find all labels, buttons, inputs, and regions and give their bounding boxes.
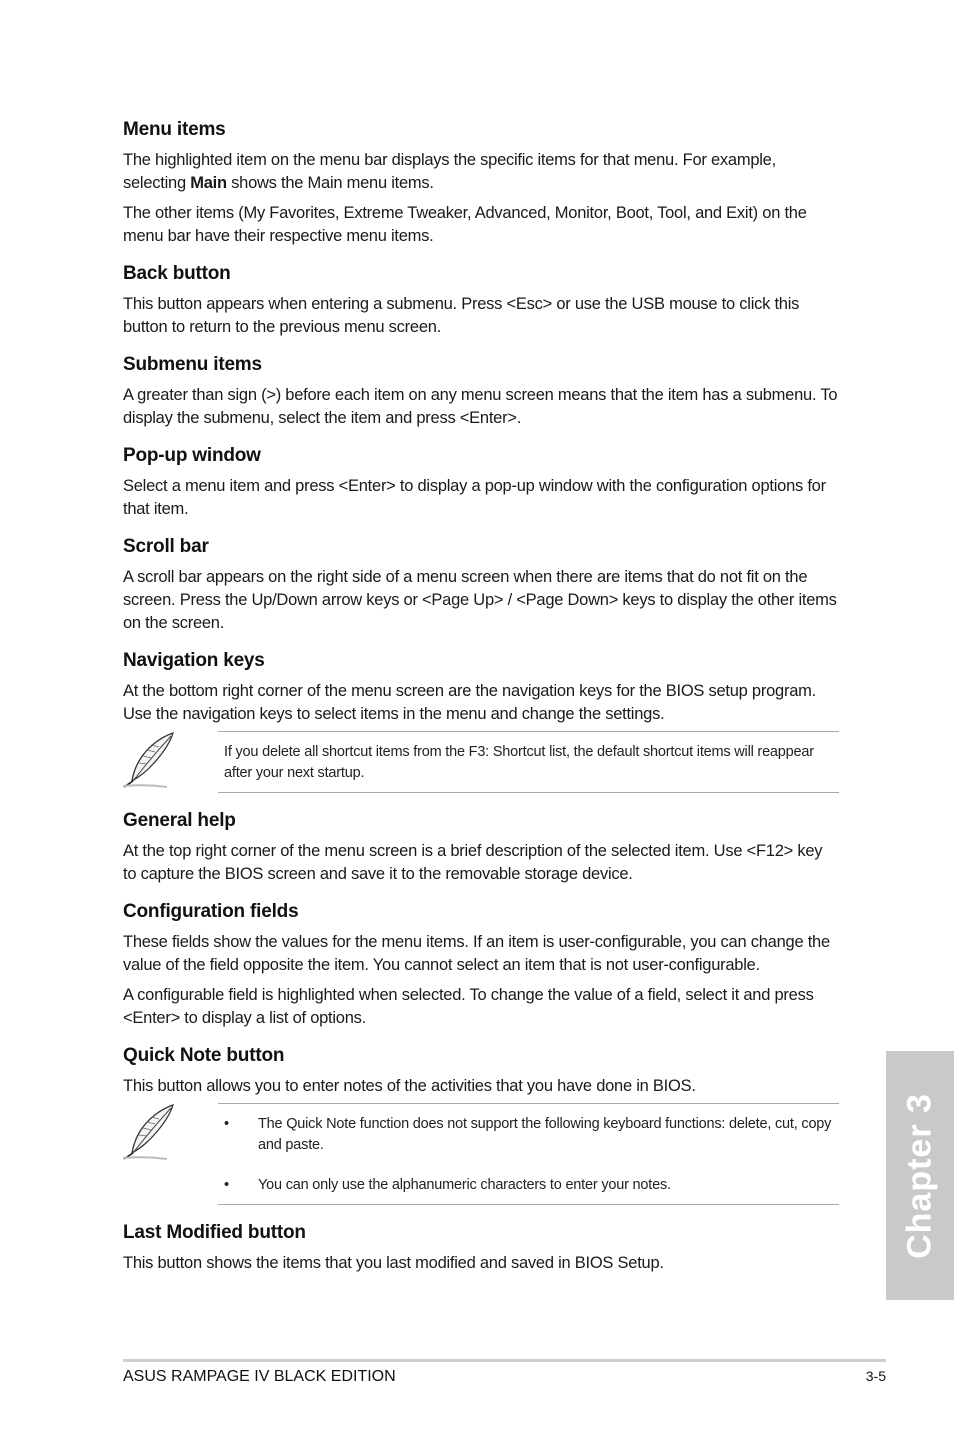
section-general-help [123, 809, 839, 886]
note-box-quick-note [123, 1103, 839, 1205]
page-content [123, 118, 839, 1289]
section-submenu-items [123, 353, 839, 430]
footer-product-name: ASUS RAMPAGE IV BLACK EDITION [123, 1368, 396, 1385]
list-item: • You can only use the alphanumeric characters to enter your notes. [224, 1175, 839, 1196]
section-paragraph: At the top right corner of the menu screen is a brief description of the selected item. Use <F12> key to capture the BIOS screen and save it to the removable storage device. [123, 842, 823, 883]
note-text [218, 1103, 839, 1205]
section-heading: Navigation keys [123, 650, 265, 671]
section-paragraph: This button shows the items that you last modified and saved in BIOS Setup. [123, 1254, 664, 1272]
text-span: shows the Main menu items. [226, 174, 434, 192]
bold-term: Main [190, 174, 227, 192]
note-box-shortcut [123, 731, 839, 793]
section-paragraph: A configurable field is highlighted when selected. To change the value of a field, select it and press <Enter> to display a list of options. [123, 986, 814, 1027]
footer-divider [123, 1359, 886, 1362]
list-item: • The Quick Note function does not support the following keyboard functions: delete, cut, copy and paste. [224, 1114, 839, 1156]
chapter-label: Chapter 3 [900, 1092, 939, 1259]
section-scroll-bar [123, 535, 839, 635]
section-configuration-fields [123, 900, 839, 1030]
section-popup-window [123, 444, 839, 521]
section-heading: Back button [123, 263, 231, 284]
section-paragraph: A greater than sign (>) before each item on any menu screen means that the item has a submenu. To display the submenu, select the item and press <Enter>. [123, 386, 838, 427]
section-heading: Quick Note button [123, 1045, 285, 1066]
section-menu-items [123, 118, 839, 248]
section-heading: General help [123, 810, 236, 831]
section-heading: Scroll bar [123, 536, 209, 557]
note-feather-icon [123, 1103, 218, 1205]
section-heading: Menu items [123, 119, 226, 140]
section-quick-note-button [123, 1044, 839, 1098]
section-heading: Submenu items [123, 354, 262, 375]
section-last-modified-button [123, 1221, 839, 1275]
section-navigation-keys [123, 649, 839, 726]
section-paragraph: At the bottom right corner of the menu screen are the navigation keys for the BIOS setup program. Use the navigation keys to select items in the menu and change the settings. [123, 682, 816, 723]
footer-page-number: 3-5 [865, 1368, 886, 1384]
text-span: The highlighted item on the menu bar displays the specific items for that menu. For example, selecting [123, 151, 776, 192]
section-back-button [123, 262, 839, 339]
section-paragraph: A scroll bar appears on the right side of a menu screen when there are items that do not fit on the screen. Press the Up/Down arrow keys or <Page Up> / <Page Down> keys to display the other items on the screen. [123, 568, 837, 632]
note-text: If you delete all shortcut items from the F3: Shortcut list, the default shortcut items will reappear after your next startup. [218, 731, 839, 793]
section-paragraph [123, 149, 839, 195]
section-heading: Last Modified button [123, 1222, 306, 1243]
section-paragraph: This button appears when entering a submenu. Press <Esc> or use the USB mouse to click this button to return to the previous menu screen. [123, 295, 800, 336]
section-paragraph: This button allows you to enter notes of the activities that you have done in BIOS. [123, 1077, 696, 1095]
section-heading: Pop-up window [123, 445, 261, 466]
note-bullet-list [224, 1114, 839, 1196]
chapter-tab [886, 1051, 954, 1300]
section-heading: Configuration fields [123, 901, 299, 922]
note-feather-icon [123, 731, 218, 793]
section-paragraph: The other items (My Favorites, Extreme Tweaker, Advanced, Monitor, Boot, Tool, and Exit) on the menu bar have their respective menu items. [123, 204, 807, 245]
section-paragraph: Select a menu item and press <Enter> to display a pop-up window with the configuration options for that item. [123, 477, 826, 518]
section-paragraph: These fields show the values for the menu items. If an item is user-configurable, you can change the value of the field opposite the item. You cannot select an item that is not user-configurable. [123, 933, 830, 974]
